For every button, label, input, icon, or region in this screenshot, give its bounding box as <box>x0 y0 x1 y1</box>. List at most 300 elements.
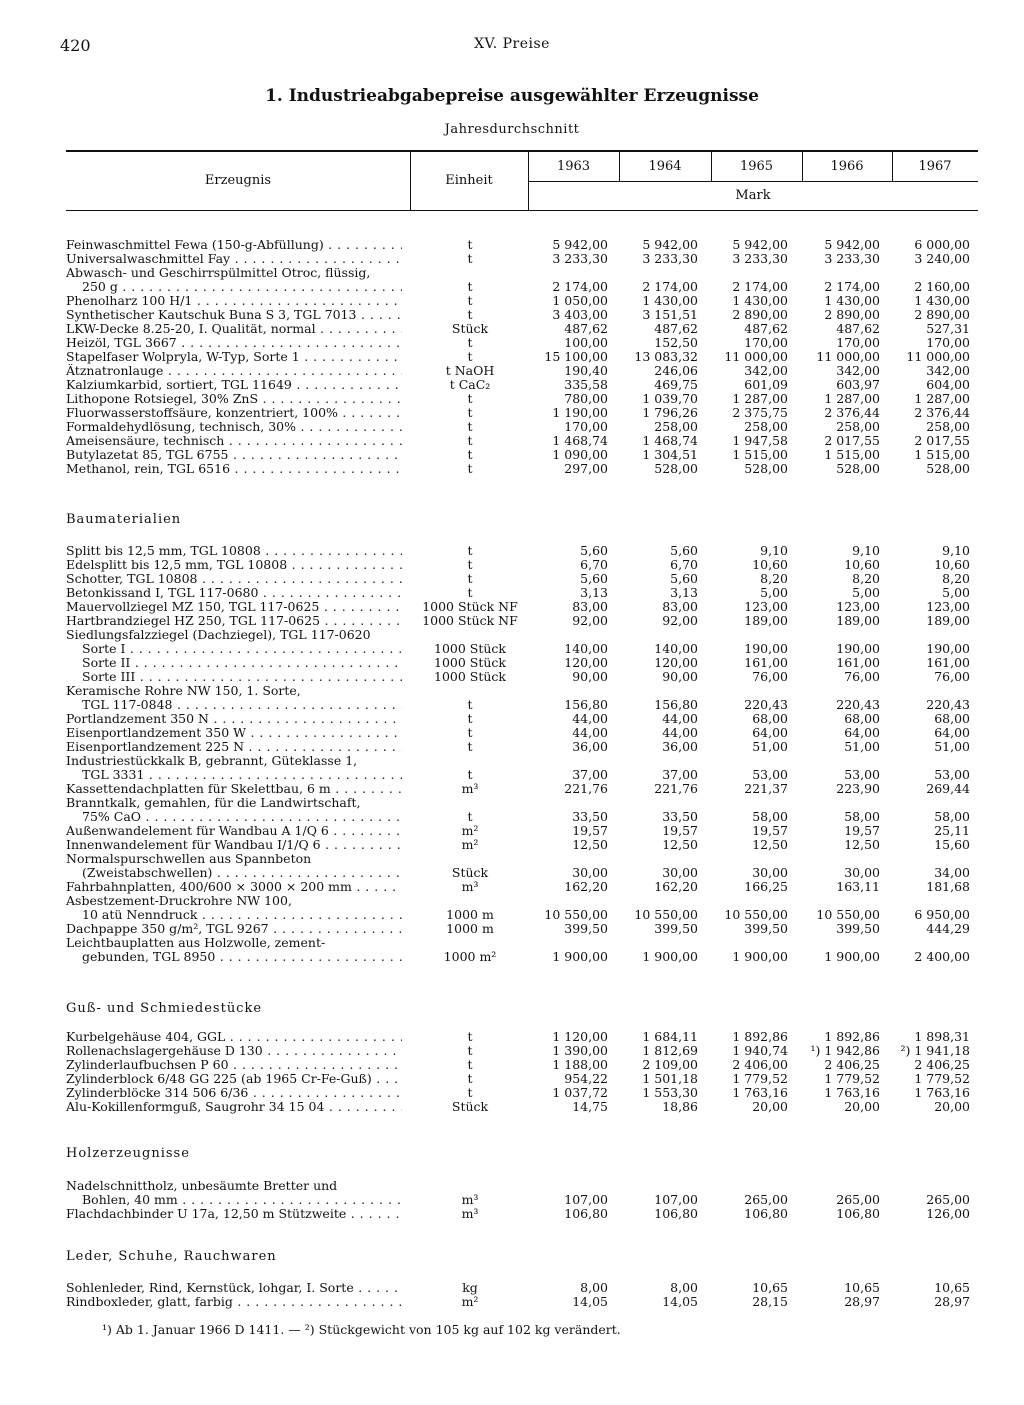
row-value-1964: 1 039,70 <box>642 391 698 406</box>
row-value-1966: 68,00 <box>844 711 880 726</box>
table-row <box>0 894 1024 908</box>
row-value-1967: 170,00 <box>926 335 970 350</box>
row-label: TGL 117-0848 . . . <box>82 698 402 712</box>
row-value-1967: 53,00 <box>934 767 970 782</box>
row-label: Sorte II . . . <box>82 656 402 670</box>
row-value-1964: 12,50 <box>662 837 698 852</box>
table-row <box>0 294 1024 308</box>
row-value-1964: 5 942,00 <box>642 237 698 252</box>
row-value-1967: 1 898,31 <box>914 1029 970 1044</box>
row-value-1967: 68,00 <box>934 711 970 726</box>
row-label: Zylinderlaufbuchsen P 60 . . . <box>66 1058 402 1072</box>
table-row <box>0 336 1024 350</box>
row-label: Bohlen, 40 mm . . . <box>82 1193 402 1207</box>
row-value-1965: 601,09 <box>744 377 788 392</box>
table-row <box>0 670 1024 684</box>
row-value-1963: 14,05 <box>572 1294 608 1309</box>
row-value-1967: 269,44 <box>926 781 970 796</box>
row-unit: t <box>467 237 473 252</box>
row-value-1967: 8,20 <box>942 571 970 586</box>
row-value-1966: 12,50 <box>844 837 880 852</box>
table-row <box>0 726 1024 740</box>
row-value-1967: 528,00 <box>926 461 970 476</box>
row-value-1967: 189,00 <box>926 613 970 628</box>
row-label: Abwasch- und Geschirrspülmittel Otroc, flüssig, <box>66 266 371 280</box>
row-value-1965: 106,80 <box>744 1206 788 1221</box>
row-unit: m³ <box>461 879 479 894</box>
row-value-1967: 1 430,00 <box>914 293 970 308</box>
row-value-1965: 528,00 <box>744 461 788 476</box>
table-row <box>0 922 1024 936</box>
table-row <box>0 586 1024 600</box>
header-year-1964: 1964 <box>648 159 682 174</box>
row-label: Rindboxleder, glatt, farbig . . . <box>66 1295 402 1309</box>
row-value-1963: 107,00 <box>564 1192 608 1207</box>
row-unit: t <box>467 447 473 462</box>
row-value-1967: 6 000,00 <box>914 237 970 252</box>
table-row <box>0 824 1024 838</box>
row-value-1963: 90,00 <box>572 669 608 684</box>
row-label: gebunden, TGL 8950 . . . <box>82 950 402 964</box>
row-value-1965: 20,00 <box>752 1099 788 1114</box>
table-row <box>0 572 1024 586</box>
row-value-1966: 10,65 <box>844 1280 880 1295</box>
row-unit: t <box>467 711 473 726</box>
row-value-1964: 140,00 <box>654 641 698 656</box>
row-value-1966: 5 942,00 <box>824 237 880 252</box>
row-value-1963: 106,80 <box>564 1206 608 1221</box>
row-label: Splitt bis 12,5 mm, TGL 10808 . . . <box>66 544 402 558</box>
row-value-1964: 221,76 <box>654 781 698 796</box>
row-value-1963: 3 233,30 <box>552 251 608 266</box>
row-value-1967: 444,29 <box>926 921 970 936</box>
row-value-1965: 1 940,74 <box>732 1043 788 1058</box>
row-value-1967: 3 240,00 <box>914 251 970 266</box>
row-unit: 1000 Stück NF <box>422 599 518 614</box>
row-label: Synthetischer Kautschuk Buna S 3, TGL 7013 . . . <box>66 308 402 322</box>
row-value-1967: 181,68 <box>926 879 970 894</box>
row-value-1966: 223,90 <box>836 781 880 796</box>
row-value-1965: 10 550,00 <box>724 907 788 922</box>
row-value-1967: 2 890,00 <box>914 307 970 322</box>
row-value-1967: 161,00 <box>926 655 970 670</box>
row-unit: m³ <box>461 781 479 796</box>
row-value-1965: 170,00 <box>744 335 788 350</box>
row-value-1965: 19,57 <box>752 823 788 838</box>
table-row <box>0 364 1024 378</box>
header-unit: Einheit <box>445 173 493 188</box>
row-value-1966: 1 287,00 <box>824 391 880 406</box>
header-year-1965: 1965 <box>739 159 774 174</box>
table-row <box>0 768 1024 782</box>
row-unit: t <box>467 585 473 600</box>
row-value-1965: 399,50 <box>744 921 788 936</box>
row-label: Edelsplitt bis 12,5 mm, TGL 10808 . . . <box>66 558 402 572</box>
row-label: Butylazetat 85, TGL 6755 . . . <box>66 448 402 462</box>
row-unit: t <box>467 739 473 754</box>
row-unit: 1000 Stück <box>434 669 506 684</box>
row-value-1967: ²) 1 941,18 <box>900 1043 970 1058</box>
row-value-1963: 15 100,00 <box>544 349 608 364</box>
row-value-1967: 258,00 <box>926 419 970 434</box>
row-value-1967: 342,00 <box>926 363 970 378</box>
row-value-1963: 221,76 <box>564 781 608 796</box>
row-value-1965: 28,15 <box>752 1294 788 1309</box>
row-value-1964: 528,00 <box>654 461 698 476</box>
row-value-1965: 3 233,30 <box>732 251 788 266</box>
row-label: Ätznatronlauge . . . <box>66 364 402 378</box>
row-label: Methanol, rein, TGL 6516 . . . <box>66 462 402 476</box>
row-value-1967: 64,00 <box>934 725 970 740</box>
row-label: Hartbrandziegel HZ 250, TGL 117-0625 . . . <box>66 614 402 628</box>
row-value-1966: 1 763,16 <box>824 1085 880 1100</box>
row-value-1963: 156,80 <box>564 697 608 712</box>
row-value-1965: 1 763,16 <box>732 1085 788 1100</box>
row-value-1966: 163,11 <box>836 879 880 894</box>
row-value-1964: 1 501,18 <box>642 1071 698 1086</box>
row-unit: m² <box>461 823 479 838</box>
row-value-1967: 76,00 <box>934 669 970 684</box>
row-value-1963: 83,00 <box>572 599 608 614</box>
table-row <box>0 238 1024 252</box>
table-row <box>0 1281 1024 1295</box>
table-row <box>0 600 1024 614</box>
row-value-1966: 258,00 <box>836 419 880 434</box>
row-value-1967: 265,00 <box>926 1192 970 1207</box>
table-row <box>0 908 1024 922</box>
row-value-1963: 1 468,74 <box>552 433 608 448</box>
row-unit: m² <box>461 837 479 852</box>
row-value-1963: 2 174,00 <box>552 279 608 294</box>
row-value-1966: 10,60 <box>844 557 880 572</box>
row-label: Portlandzement 350 N . . . <box>66 712 402 726</box>
row-value-1966: 106,80 <box>836 1206 880 1221</box>
row-value-1965: 5,00 <box>760 585 788 600</box>
row-value-1965: 11 000,00 <box>724 349 788 364</box>
row-value-1963: 5,60 <box>580 571 608 586</box>
row-unit: t <box>467 461 473 476</box>
row-value-1966: 1 779,52 <box>824 1071 880 1086</box>
row-value-1966: 342,00 <box>836 363 880 378</box>
table-row <box>0 308 1024 322</box>
row-value-1965: 1 947,58 <box>732 433 788 448</box>
row-label: Kurbelgehäuse 404, GGL . . . <box>66 1030 402 1044</box>
table-row <box>0 698 1024 712</box>
row-value-1967: 10,65 <box>934 1280 970 1295</box>
row-value-1964: 469,75 <box>654 377 698 392</box>
row-value-1964: 246,06 <box>654 363 698 378</box>
row-value-1966: 10 550,00 <box>816 907 880 922</box>
table-row <box>0 642 1024 656</box>
row-label: Siedlungsfalzziegel (Dachziegel), TGL 117-0620 <box>66 628 371 642</box>
row-value-1965: 1 515,00 <box>732 447 788 462</box>
row-value-1967: 51,00 <box>934 739 970 754</box>
row-unit: t <box>467 1029 473 1044</box>
row-value-1964: 1 900,00 <box>642 949 698 964</box>
row-value-1964: 92,00 <box>662 613 698 628</box>
row-value-1967: 1 763,16 <box>914 1085 970 1100</box>
row-value-1963: 140,00 <box>564 641 608 656</box>
row-value-1966: 170,00 <box>836 335 880 350</box>
row-value-1965: 51,00 <box>752 739 788 754</box>
row-value-1963: 5,60 <box>580 543 608 558</box>
row-value-1964: 156,80 <box>654 697 698 712</box>
row-value-1963: 6,70 <box>580 557 608 572</box>
row-unit: t <box>467 307 473 322</box>
table-row <box>0 936 1024 950</box>
row-value-1964: 36,00 <box>662 739 698 754</box>
header-year-1967: 1967 <box>918 159 952 174</box>
row-unit: t <box>467 697 473 712</box>
header-product: Erzeugnis <box>204 173 272 188</box>
row-value-1964: 13 083,32 <box>634 349 698 364</box>
table-row <box>0 392 1024 406</box>
row-label: LKW-Decke 8.25-20, I. Qualität, normal . . . <box>66 322 402 336</box>
row-value-1964: 1 812,69 <box>642 1043 698 1058</box>
table-row <box>0 448 1024 462</box>
table-row <box>0 350 1024 364</box>
row-value-1967: 10,60 <box>934 557 970 572</box>
row-value-1964: 1 553,30 <box>642 1085 698 1100</box>
row-label: Außenwandelement für Wandbau A 1/Q 6 . . . <box>66 824 402 838</box>
row-value-1967: 5,00 <box>942 585 970 600</box>
row-value-1963: 44,00 <box>572 711 608 726</box>
row-label: Zylinderblöcke 314 506 6/36 . . . <box>66 1086 402 1100</box>
row-value-1966: 76,00 <box>844 669 880 684</box>
row-value-1966: 58,00 <box>844 809 880 824</box>
row-value-1964: 1 796,26 <box>642 405 698 420</box>
row-value-1965: 190,00 <box>744 641 788 656</box>
row-label: Innenwandelement für Wandbau I/1/Q 6 . . . <box>66 838 402 852</box>
row-value-1965: 2 890,00 <box>732 307 788 322</box>
row-label: Ameisensäure, technisch . . . <box>66 434 402 448</box>
row-label: 250 g . . . <box>82 280 402 294</box>
table-row <box>0 558 1024 572</box>
row-value-1963: 5 942,00 <box>552 237 608 252</box>
row-label: Mauervollziegel MZ 150, TGL 117-0625 . . . <box>66 600 402 614</box>
row-value-1965: 5 942,00 <box>732 237 788 252</box>
row-value-1967: 28,97 <box>934 1294 970 1309</box>
page-title: 1. Industrieabgabepreise ausgewählter Erzeugnisse <box>265 86 759 106</box>
row-value-1963: 170,00 <box>564 419 608 434</box>
row-value-1966: 20,00 <box>844 1099 880 1114</box>
row-label: Eisenportlandzement 350 W . . . <box>66 726 402 740</box>
row-value-1964: 44,00 <box>662 711 698 726</box>
row-value-1966: 19,57 <box>844 823 880 838</box>
row-label: Kassettendachplatten für Skelettbau, 6 m . . . <box>66 782 402 796</box>
row-unit: kg <box>462 1280 478 1295</box>
row-value-1965: 10,65 <box>752 1280 788 1295</box>
footnote: ¹) Ab 1. Januar 1966 D 1411. — ²) Stückgewicht von 105 kg auf 102 kg verändert. <box>102 1322 621 1337</box>
row-value-1967: 9,10 <box>942 543 970 558</box>
row-value-1964: 1 468,74 <box>642 433 698 448</box>
row-unit: t <box>467 725 473 740</box>
row-value-1966: 1 430,00 <box>824 293 880 308</box>
row-value-1966: 2 017,55 <box>824 433 880 448</box>
row-unit: t <box>467 767 473 782</box>
table-row <box>0 252 1024 266</box>
row-unit: t <box>467 279 473 294</box>
row-value-1964: 120,00 <box>654 655 698 670</box>
row-label: Eisenportlandzement 225 N . . . <box>66 740 402 754</box>
row-value-1967: 527,31 <box>926 321 970 336</box>
row-value-1967: 220,43 <box>926 697 970 712</box>
table-row <box>0 628 1024 642</box>
row-value-1966: 51,00 <box>844 739 880 754</box>
row-value-1966: 53,00 <box>844 767 880 782</box>
row-label: 10 atü Nenndruck . . . <box>82 908 402 922</box>
row-unit: t <box>467 335 473 350</box>
row-value-1963: 1 120,00 <box>552 1029 608 1044</box>
row-value-1966: 265,00 <box>836 1192 880 1207</box>
row-value-1964: 1 430,00 <box>642 293 698 308</box>
row-label: 75% CaO . . . <box>82 810 402 824</box>
row-label: Zylinderblock 6/48 GG 225 (ab 1965 Cr-Fe-Guß) . . . <box>66 1072 402 1086</box>
row-value-1963: 14,75 <box>572 1099 608 1114</box>
table-row <box>0 462 1024 476</box>
row-value-1966: 1 900,00 <box>824 949 880 964</box>
row-value-1963: 1 900,00 <box>552 949 608 964</box>
row-value-1966: 123,00 <box>836 599 880 614</box>
row-value-1964: 5,60 <box>670 571 698 586</box>
row-value-1964: 3,13 <box>670 585 698 600</box>
row-value-1963: 30,00 <box>572 865 608 880</box>
header-year-1966: 1966 <box>830 159 864 174</box>
row-value-1965: 1 900,00 <box>732 949 788 964</box>
row-value-1967: 58,00 <box>934 809 970 824</box>
row-label: Universalwaschmittel Fay . . . <box>66 252 402 266</box>
row-label: Sohlenleder, Rind, Kernstück, lohgar, I. Sorte . . . <box>66 1281 402 1295</box>
row-label: Kalziumkarbid, sortiert, TGL 11649 . . . <box>66 378 402 392</box>
table-row <box>0 1030 1024 1044</box>
row-value-1966: 5,00 <box>852 585 880 600</box>
row-unit: t <box>467 391 473 406</box>
row-value-1966: 220,43 <box>836 697 880 712</box>
row-unit: m² <box>461 1294 479 1309</box>
page-subtitle: Jahresdurchschnitt <box>444 122 580 137</box>
row-value-1965: 221,37 <box>744 781 788 796</box>
row-label: Industriestückkalk B, gebrannt, Güteklasse 1, <box>66 754 358 768</box>
table-row <box>0 1193 1024 1207</box>
row-label: Nadelschnittholz, unbesäumte Bretter und <box>66 1179 338 1193</box>
row-value-1964: 19,57 <box>662 823 698 838</box>
row-value-1963: 780,00 <box>564 391 608 406</box>
row-value-1965: 487,62 <box>744 321 788 336</box>
row-value-1966: 189,00 <box>836 613 880 628</box>
row-label: Keramische Rohre NW 150, 1. Sorte, <box>66 684 301 698</box>
table-row <box>0 712 1024 726</box>
row-value-1965: 1 430,00 <box>732 293 788 308</box>
table-row <box>0 796 1024 810</box>
row-value-1965: 30,00 <box>752 865 788 880</box>
row-value-1963: 19,57 <box>572 823 608 838</box>
row-value-1965: 1 779,52 <box>732 1071 788 1086</box>
running-head: XV. Preise <box>474 36 550 52</box>
row-value-1967: 2 160,00 <box>914 279 970 294</box>
row-value-1967: 1 287,00 <box>914 391 970 406</box>
row-value-1967: 1 515,00 <box>914 447 970 462</box>
table-row <box>0 1044 1024 1058</box>
table-row <box>0 852 1024 866</box>
row-value-1965: 2 406,00 <box>732 1057 788 1072</box>
row-value-1963: 120,00 <box>564 655 608 670</box>
row-unit: Stück <box>451 865 489 880</box>
row-value-1965: 123,00 <box>744 599 788 614</box>
row-label: Phenolharz 100 H/1 . . . <box>66 294 402 308</box>
row-value-1964: 8,00 <box>670 1280 698 1295</box>
row-unit: t <box>467 251 473 266</box>
row-value-1963: 335,58 <box>564 377 608 392</box>
row-value-1966: 64,00 <box>844 725 880 740</box>
row-value-1967: 34,00 <box>934 865 970 880</box>
row-value-1964: 90,00 <box>662 669 698 684</box>
row-value-1967: 1 779,52 <box>914 1071 970 1086</box>
row-value-1963: 37,00 <box>572 767 608 782</box>
row-unit: t <box>467 349 473 364</box>
row-value-1965: 1 287,00 <box>732 391 788 406</box>
row-unit: t <box>467 557 473 572</box>
row-value-1964: 6,70 <box>670 557 698 572</box>
row-value-1967: 2 406,25 <box>914 1057 970 1072</box>
row-value-1966: 8,20 <box>852 571 880 586</box>
row-value-1965: 2 174,00 <box>732 279 788 294</box>
table-row <box>0 782 1024 796</box>
row-value-1963: 1 090,00 <box>552 447 608 462</box>
table-row <box>0 1072 1024 1086</box>
header-currency: Mark <box>735 188 771 203</box>
row-label: Betonkissand I, TGL 117-0680 . . . <box>66 586 402 600</box>
table-row <box>0 434 1024 448</box>
row-value-1965: 9,10 <box>760 543 788 558</box>
row-value-1965: 258,00 <box>744 419 788 434</box>
row-label: Normalspurschwellen aus Spannbeton <box>66 852 312 866</box>
row-value-1963: 100,00 <box>564 335 608 350</box>
section-guss: Guß- und Schmiedestücke <box>66 1001 263 1016</box>
table-row <box>0 754 1024 768</box>
row-value-1964: 5,60 <box>670 543 698 558</box>
row-unit: t <box>467 433 473 448</box>
row-label: Leichtbauplatten aus Holzwolle, zement- <box>66 936 326 950</box>
row-value-1966: ¹) 1 942,86 <box>810 1043 880 1058</box>
row-value-1967: 2 400,00 <box>914 949 970 964</box>
row-unit: t <box>467 293 473 308</box>
row-value-1965: 12,50 <box>752 837 788 852</box>
row-value-1966: 528,00 <box>836 461 880 476</box>
row-unit: t <box>467 419 473 434</box>
table-row <box>0 1058 1024 1072</box>
row-label: Fahrbahnplatten, 400/600 × 3000 × 200 mm . . . <box>66 880 402 894</box>
table-row <box>0 1100 1024 1114</box>
row-value-1964: 162,20 <box>654 879 698 894</box>
row-unit: t <box>467 1085 473 1100</box>
row-value-1964: 106,80 <box>654 1206 698 1221</box>
page-number: 420 <box>60 36 91 55</box>
row-label: Asbestzement-Druckrohre NW 100, <box>66 894 292 908</box>
row-unit: t <box>467 543 473 558</box>
row-value-1965: 161,00 <box>744 655 788 670</box>
row-value-1966: 30,00 <box>844 865 880 880</box>
row-value-1967: 126,00 <box>926 1206 970 1221</box>
row-value-1965: 166,25 <box>744 879 788 894</box>
table-row <box>0 740 1024 754</box>
row-unit: t <box>467 809 473 824</box>
row-value-1963: 12,50 <box>572 837 608 852</box>
row-label: Stapelfaser Wolpryla, W-Typ, Sorte 1 . . . <box>66 350 402 364</box>
row-value-1964: 399,50 <box>654 921 698 936</box>
table-row <box>0 280 1024 294</box>
row-value-1964: 2 109,00 <box>642 1057 698 1072</box>
row-value-1964: 1 304,51 <box>642 447 698 462</box>
